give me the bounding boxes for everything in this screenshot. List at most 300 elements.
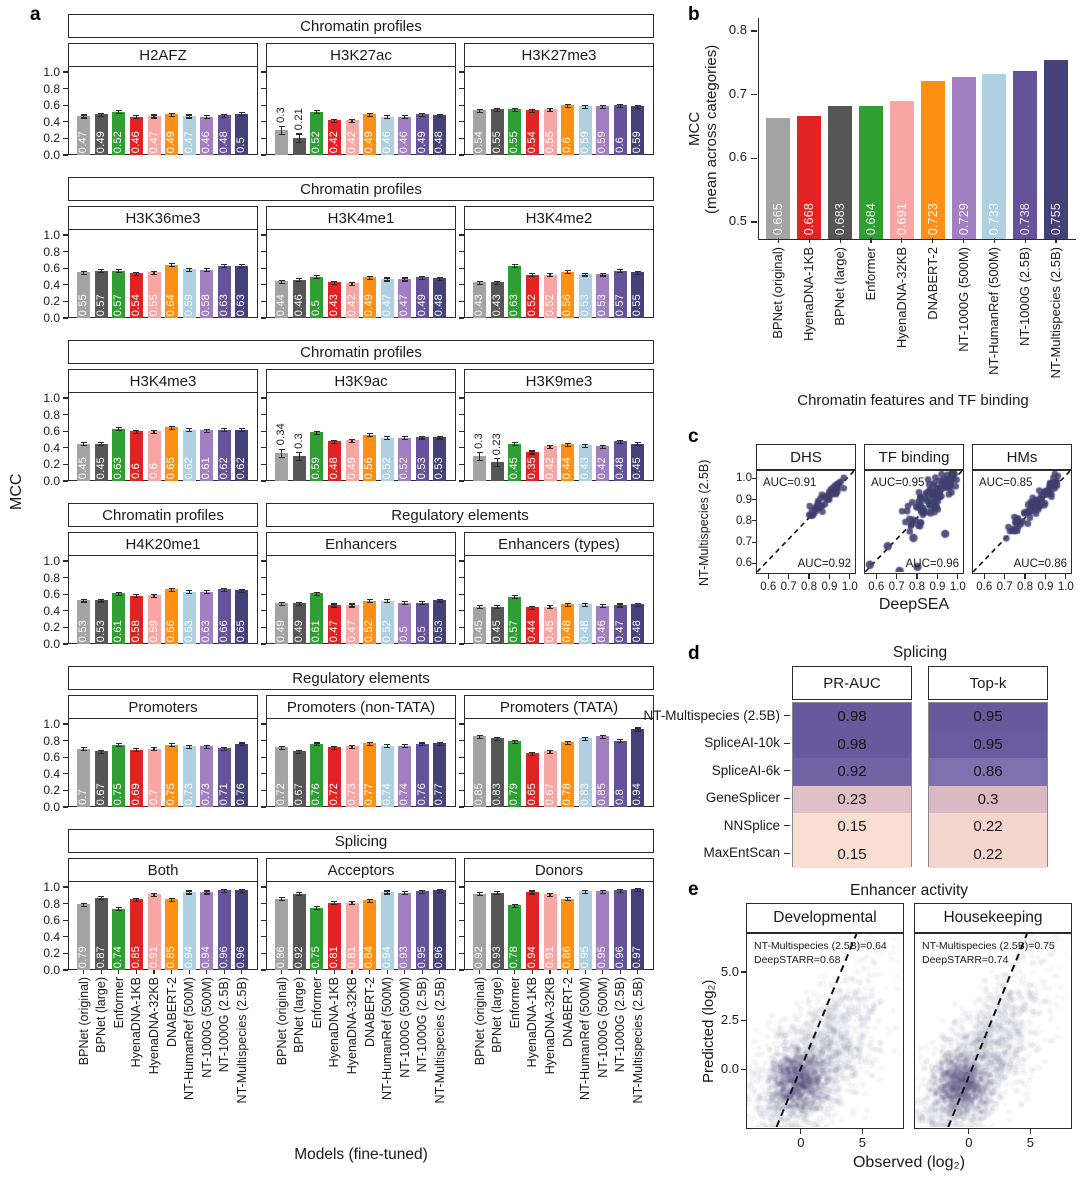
- error-cap: [296, 892, 302, 893]
- error-cap: [547, 273, 553, 274]
- y-tick-label: 0.7: [736, 536, 752, 549]
- y-tick-label: 0.2: [43, 620, 60, 635]
- correlation-annotation: [922, 940, 1055, 967]
- x-tick: [1004, 574, 1005, 579]
- y-tick: [459, 577, 464, 578]
- y-tick: [752, 542, 756, 543]
- y-tick: [752, 478, 756, 479]
- bar-value-label: 0.56: [561, 293, 574, 316]
- y-tick: [459, 936, 464, 937]
- error-cap: [384, 115, 390, 116]
- error-cap: [635, 108, 641, 109]
- density-plot: [914, 933, 1072, 1150]
- error-cap: [635, 727, 641, 728]
- error-cap: [477, 892, 483, 893]
- y-tick: [261, 234, 266, 235]
- error-cap: [331, 284, 337, 285]
- bar-value-label: 0.733: [987, 202, 1002, 235]
- error-cap: [186, 893, 192, 894]
- x-tick: [1025, 238, 1026, 243]
- error-cap: [186, 431, 192, 432]
- y-tick: [459, 757, 464, 758]
- error-cap: [565, 744, 571, 745]
- error-cap: [151, 271, 157, 272]
- x-tick: [532, 970, 533, 974]
- error-cap: [151, 594, 157, 595]
- error-cap: [239, 431, 245, 432]
- bar-value-label: 0.63: [235, 293, 248, 316]
- error-cap: [314, 110, 320, 111]
- error-cap: [349, 901, 355, 902]
- error-cap: [221, 747, 227, 748]
- y-tick: [63, 577, 68, 578]
- error-cap: [617, 889, 623, 890]
- error-cap: [512, 743, 518, 744]
- bar-value-label: 0.78: [508, 945, 521, 968]
- x-tick: [369, 970, 370, 974]
- error-cap: [204, 115, 210, 116]
- error-cap: [98, 599, 104, 600]
- panel-b-plot: [728, 18, 1076, 379]
- y-tick: [261, 447, 266, 448]
- x-tick: [788, 574, 789, 579]
- error-cap: [221, 114, 227, 115]
- error-cap: [384, 890, 390, 891]
- y-tick: [741, 971, 746, 972]
- y-tick: [459, 138, 464, 139]
- y-tick: [63, 397, 68, 398]
- y-tick: [63, 969, 68, 970]
- error-cap: [314, 592, 320, 593]
- error-cap: [81, 599, 87, 600]
- error-cap: [419, 742, 425, 743]
- error-cap: [331, 746, 337, 747]
- bar-value-label: 0.83: [578, 782, 591, 805]
- error-cap: [151, 896, 157, 897]
- error-cap: [133, 272, 139, 273]
- y-tick: [459, 594, 464, 595]
- error-cap: [529, 109, 535, 110]
- y-tick: [751, 158, 757, 160]
- heatmap-row-label: GeneSplicer: [705, 790, 780, 806]
- subpanel: [43, 532, 258, 651]
- bar-value-label: 0.62: [182, 456, 195, 479]
- y-tick-label: 0.0: [43, 800, 60, 814]
- heatmap-row-label: SpliceAI-6k: [711, 762, 780, 778]
- error-cap: [419, 890, 425, 891]
- x-tick: [870, 238, 871, 243]
- model-axis-label: DNABERT-2: [560, 977, 575, 1047]
- y-tick-label: 0.6: [43, 587, 60, 602]
- heatmap-cell: 0.22: [929, 813, 1047, 841]
- panel-b-letter: b: [688, 4, 700, 25]
- error-cap: [565, 443, 571, 444]
- heatmap-cell: 0.15: [793, 841, 911, 869]
- y-tick: [459, 251, 464, 252]
- error-cap: [296, 750, 302, 751]
- error-cap: [349, 119, 355, 120]
- subpanel: [266, 695, 456, 807]
- x-tick: [968, 1129, 969, 1134]
- y-tick: [459, 610, 464, 611]
- error-cap: [221, 750, 227, 751]
- panel-d-letter: d: [688, 643, 700, 664]
- bar-value-label: 0.77: [363, 782, 376, 805]
- x-tick: [136, 970, 137, 974]
- y-tick: [63, 71, 68, 72]
- y-tick-label: 0.8: [728, 21, 747, 37]
- subpanel: [43, 43, 258, 162]
- y-tick: [752, 499, 756, 500]
- subpanel: [266, 206, 456, 318]
- y-tick: [63, 154, 68, 155]
- error-cap: [494, 458, 500, 459]
- error-cap: [617, 443, 623, 444]
- y-tick: [261, 251, 266, 252]
- error-cap: [296, 452, 302, 453]
- bar-value-label: 0.6: [129, 463, 142, 479]
- y-tick: [63, 806, 68, 807]
- y-tick: [261, 121, 266, 122]
- y-tick: [63, 560, 68, 561]
- category-header: Chromatin profiles: [68, 340, 654, 364]
- bar-value-label: 0.53: [94, 619, 107, 642]
- bar-value-label: 0.96: [217, 945, 230, 968]
- error-cap: [98, 269, 104, 270]
- error-cap: [204, 118, 210, 119]
- error-cap: [81, 271, 87, 272]
- bar-value-label: 0.43: [327, 293, 340, 316]
- error-cap: [565, 606, 571, 607]
- error-cap: [314, 275, 320, 276]
- bar-value-label: 0.94: [182, 945, 195, 968]
- subpanel: [464, 206, 654, 318]
- heatmap-cell: 0.23: [793, 786, 911, 814]
- y-tick: [459, 740, 464, 741]
- bar-value-label: 0.49: [363, 130, 376, 153]
- bar-value-label: 0.55: [631, 293, 644, 316]
- x-tick: [316, 970, 317, 974]
- bar-value-label: 0.48: [433, 293, 446, 316]
- x-tick: [620, 970, 621, 974]
- heatmap-cell: 0.98: [793, 731, 911, 759]
- bar-value-label: 0.47: [327, 619, 340, 642]
- subpanel: [464, 369, 654, 481]
- error-cap: [512, 264, 518, 265]
- error-cap: [239, 115, 245, 116]
- error-cap: [635, 603, 641, 604]
- subpanel-plot: [43, 227, 257, 325]
- x-tick-label: 1.0: [841, 581, 858, 593]
- x-tick: [206, 970, 207, 974]
- y-tick: [63, 464, 68, 465]
- error-cap: [314, 906, 320, 907]
- y-tick-label: 0.4: [43, 114, 60, 129]
- bar-value-label: 0.61: [200, 456, 213, 479]
- error-cap: [367, 436, 373, 437]
- error-cap: [477, 895, 483, 896]
- bar-value-label: 0.45: [473, 619, 486, 642]
- scatter-title: TF binding: [864, 444, 964, 470]
- y-tick: [63, 268, 68, 269]
- x-tick-label: 0.8: [801, 581, 818, 593]
- bar-value-label: 0.45: [77, 456, 90, 479]
- y-tick-label: 0.6: [43, 424, 60, 439]
- y-tick: [261, 154, 266, 155]
- error-cap: [279, 897, 285, 898]
- error-cap: [384, 436, 390, 437]
- x-tick-label: 0: [797, 1135, 805, 1150]
- model-axis-label: NT-1000G (500M): [595, 977, 610, 1078]
- subpanel: [464, 532, 654, 644]
- x-tick-label: 0.8: [909, 581, 926, 593]
- subpanel: [43, 206, 258, 325]
- bar-value-label: 0.86: [561, 945, 574, 968]
- y-tick: [63, 610, 68, 611]
- subpanel-plot: [43, 64, 257, 162]
- error-cap: [98, 896, 104, 897]
- y-tick: [63, 105, 68, 106]
- bar-value-label: 0.97: [631, 945, 644, 968]
- bar-value-label: 0.53: [596, 293, 609, 316]
- y-tick: [63, 790, 68, 791]
- y-tick: [459, 969, 464, 970]
- y-tick: [751, 30, 757, 32]
- category-header: Chromatin profiles: [68, 14, 654, 38]
- error-cap: [296, 602, 302, 603]
- subpanel-plot: [267, 719, 455, 807]
- model-axis-label: HyenaDNA-1KB: [129, 977, 144, 1068]
- y-tick: [63, 723, 68, 724]
- bar-value-label: 0.48: [613, 456, 626, 479]
- bar-value-label: 0.74: [112, 945, 125, 968]
- error-cap: [529, 450, 535, 451]
- x-tick-label: 1.0: [949, 581, 966, 593]
- bar-value-label: 0.53: [578, 293, 591, 316]
- y-tick: [261, 284, 266, 285]
- bar-value-label: 0.62: [235, 456, 248, 479]
- model-axis-label: BPNet (large): [490, 977, 505, 1053]
- bar-value-label: 0.95: [596, 945, 609, 968]
- error-cap: [221, 264, 227, 265]
- bar-value-label: 0.46: [398, 130, 411, 153]
- model-axis-label: NT-1000G (500M): [955, 247, 971, 352]
- bar-value-label: 0.42: [345, 130, 358, 153]
- error-cap: [331, 603, 337, 604]
- model-axis-label: NT-1000G (2.5B): [415, 977, 430, 1073]
- error-cap: [635, 442, 641, 443]
- row-tick: [784, 853, 790, 854]
- error-cap: [529, 276, 535, 277]
- error-cap: [402, 115, 408, 116]
- model-axis-label: NT-HumanRef (500M): [380, 977, 395, 1100]
- y-tick-label: 0.2: [43, 457, 60, 472]
- subpanel-plot: [267, 556, 455, 644]
- error-cap: [221, 588, 227, 589]
- y-tick: [261, 773, 266, 774]
- bar-value-label: 0.93: [398, 945, 411, 968]
- subpanel-plot: [465, 67, 653, 155]
- heatmap-row-label: SpliceAI-10k: [704, 735, 780, 751]
- panel-e-x-axis-label: Observed (log₂): [852, 1154, 966, 1171]
- error-cap: [169, 898, 175, 899]
- model-axis-label: HyenaDNA-1KB: [801, 247, 817, 341]
- row-tick: [784, 798, 790, 799]
- bar-value-label: 0.46: [380, 130, 393, 153]
- y-tick: [261, 560, 266, 561]
- bar-value-label: 0.79: [508, 782, 521, 805]
- bar-value-label: 0.65: [525, 782, 538, 805]
- bar-value-label: 0.49: [345, 456, 358, 479]
- bar-value-label: 0.53: [433, 456, 446, 479]
- error-cap: [600, 607, 606, 608]
- x-tick: [497, 970, 498, 974]
- model-axis-label: NT-HumanRef (500M): [986, 247, 1002, 375]
- error-cap: [169, 263, 175, 264]
- x-tick: [118, 970, 119, 974]
- heatmap-cell: 0.95: [929, 731, 1047, 759]
- heatmap-column: [792, 702, 912, 867]
- error-cap: [529, 893, 535, 894]
- error-cap: [81, 747, 87, 748]
- subpanel-plot: [465, 393, 653, 481]
- error-cap: [494, 605, 500, 606]
- x-tick: [896, 574, 897, 579]
- bar-value-label: 0.42: [596, 456, 609, 479]
- y-tick: [459, 447, 464, 448]
- error-cap: [221, 428, 227, 429]
- y-tick-label: 2.5: [720, 1012, 739, 1028]
- bar-value-label: 0.49: [292, 619, 305, 642]
- bar-value-label: 0.75: [310, 945, 323, 968]
- error-cap: [512, 442, 518, 443]
- error-cap: [151, 117, 157, 118]
- error-cap: [133, 115, 139, 116]
- error-cap: [296, 605, 302, 606]
- subpanel-plot: [465, 556, 653, 644]
- error-cap: [635, 105, 641, 106]
- heatmap-row-label: MaxEntScan: [703, 845, 780, 861]
- error-cap: [437, 277, 443, 278]
- heatmap-column: [928, 702, 1048, 867]
- model-axis-label: NT-HumanRef (500M): [578, 977, 593, 1100]
- bar-value-label: 0.95: [415, 945, 428, 968]
- error-cap: [331, 901, 337, 902]
- heatmap-cell: 0.22: [929, 841, 1047, 869]
- error-cap: [512, 907, 518, 908]
- error-cap: [494, 281, 500, 282]
- y-tick: [261, 903, 266, 904]
- error-cap: [367, 899, 373, 900]
- error-cap: [582, 105, 588, 106]
- x-tick: [1024, 574, 1025, 579]
- bar-value-label: 0.48: [327, 456, 340, 479]
- bar-value-label: 0.46: [596, 619, 609, 642]
- y-tick: [261, 414, 266, 415]
- y-tick-label: 0.8: [43, 733, 60, 748]
- bar-value-label: 0.48: [217, 130, 230, 153]
- bar-value-label: 0.42: [543, 456, 556, 479]
- category-header: Chromatin profiles: [68, 177, 654, 201]
- bar-value-label: 0.55: [508, 130, 521, 153]
- error-cap: [221, 889, 227, 890]
- error-cap: [547, 108, 553, 109]
- error-cap: [437, 280, 443, 281]
- subpanel-plot: [43, 553, 257, 651]
- error-cap: [204, 593, 210, 594]
- error-cap: [169, 901, 175, 902]
- bar-value-label: 0.67: [543, 782, 556, 805]
- y-tick-label: 1.0: [43, 553, 60, 568]
- bar-value-label: 0.45: [490, 619, 503, 642]
- y-tick: [63, 234, 68, 235]
- y-tick: [63, 284, 68, 285]
- y-tick-label: 1.0: [43, 64, 60, 79]
- bar-value-label: 0.52: [310, 130, 323, 153]
- subpanel: [464, 858, 654, 1104]
- error-cap: [547, 608, 553, 609]
- error-cap: [98, 116, 104, 117]
- bar-value-label: 0.59: [631, 130, 644, 153]
- error-cap: [331, 904, 337, 905]
- bar-value-label: 0.52: [525, 293, 538, 316]
- error-cap: [477, 738, 483, 739]
- error-cap: [402, 277, 408, 278]
- error-cap: [349, 282, 355, 283]
- bar-value-label: 0.65: [235, 619, 248, 642]
- bar-value-label: 0.96: [235, 945, 248, 968]
- bar-value-label: 0.59: [182, 293, 195, 316]
- error-cap: [437, 599, 443, 600]
- error-cap: [186, 748, 192, 749]
- error-cap: [204, 890, 210, 891]
- error-cap: [169, 746, 175, 747]
- error-cap: [582, 890, 588, 891]
- error-cap: [600, 275, 606, 276]
- y-tick-label: 0.4: [43, 440, 60, 455]
- error-cap: [367, 599, 373, 600]
- error-cap: [402, 747, 408, 748]
- bar-value-label: 0.46: [200, 130, 213, 153]
- bar-value-label: 0.53: [433, 619, 446, 642]
- bar-value-label: 0.81: [345, 945, 358, 968]
- error-cap: [133, 597, 139, 598]
- y-tick-label: 0.0: [43, 311, 60, 325]
- y-tick: [63, 643, 68, 644]
- bar-value-label: 0.71: [217, 782, 230, 805]
- bar-value-label: 0.85: [129, 945, 142, 968]
- error-cap: [186, 114, 192, 115]
- error-cap: [512, 904, 518, 905]
- bar-value-label: 0.5: [415, 626, 428, 642]
- bar-value-label: 0.57: [112, 293, 125, 316]
- x-tick: [549, 970, 550, 974]
- y-tick-label: 0.0: [43, 148, 60, 162]
- x-tick: [101, 970, 102, 974]
- x-tick: [241, 970, 242, 974]
- error-cap: [81, 114, 87, 115]
- x-tick: [840, 238, 841, 243]
- bar-value-label: 0.57: [613, 293, 626, 316]
- model-axis-label: HyenaDNA-32KB: [345, 977, 360, 1075]
- x-tick-label: 5: [1026, 1135, 1034, 1150]
- model-axis-label: DNABERT-2: [362, 977, 377, 1047]
- error-cap: [81, 442, 87, 443]
- error-cap: [582, 108, 588, 109]
- bar-value-label: 0.57: [94, 293, 107, 316]
- bar-value-label: 0.49: [94, 130, 107, 153]
- model-axis-label: Enformer: [309, 977, 324, 1029]
